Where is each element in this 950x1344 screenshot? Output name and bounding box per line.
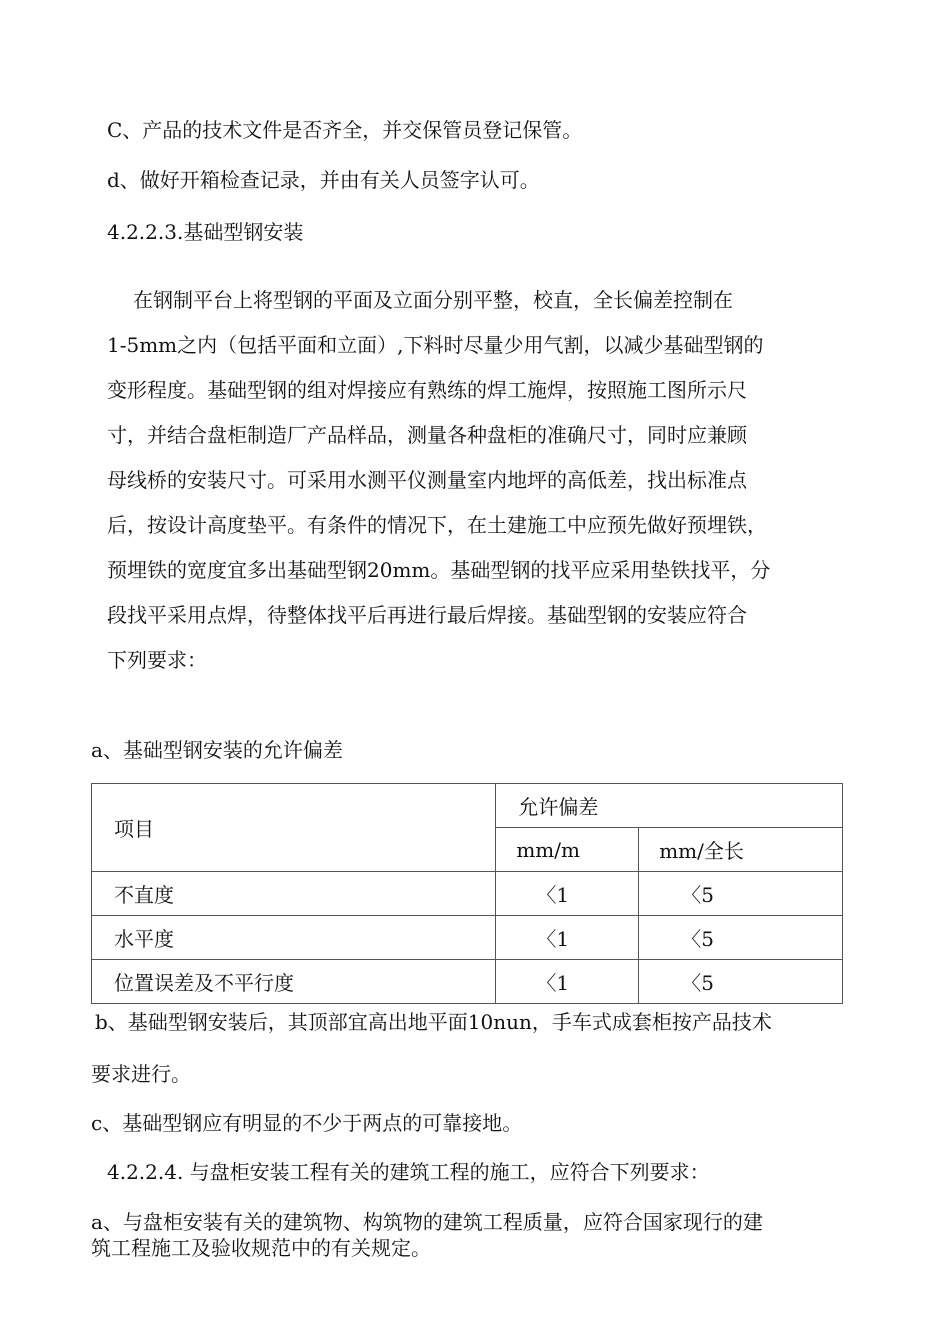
item-b-line-2: 要求进行。 [91, 1062, 191, 1086]
row-mm-m-cell [496, 960, 639, 1004]
row-item-cell [92, 872, 496, 916]
subheader-mm-total-label: mm/全长 [659, 839, 744, 863]
row-item-label: 水平度 [114, 927, 174, 951]
paragraph-base-steel-installation [107, 278, 847, 683]
table-header-row [92, 784, 843, 828]
row-item-cell [92, 916, 496, 960]
item-c-line: C、产品的技术文件是否齐全，并交保管员登记保管。 [107, 118, 583, 142]
row-mm-total-cell [639, 960, 843, 1004]
paragraph-line: 下列要求： [107, 648, 207, 672]
item-a-line-2: 筑工程施工及验收规范中的有关规定。 [91, 1236, 431, 1260]
table-row [92, 916, 843, 960]
header-tolerance-cell [496, 784, 843, 828]
subheader-mm-m-cell [496, 828, 639, 872]
section-heading-4223: 4.2.2.3.基础型钢安装 [107, 220, 304, 244]
row-mm-total-value: 〈5 [681, 883, 714, 907]
row-mm-total-value: 〈5 [681, 927, 714, 951]
header-item-label: 项目 [114, 817, 154, 841]
subheader-mm-total-cell [639, 828, 843, 872]
paragraph-line: 母线桥的安装尺寸。可采用水测平仪测量室内地坪的高低差，找出标准点 [107, 468, 747, 492]
row-item-label: 不直度 [114, 883, 174, 907]
section-heading-4224: 4.2.2.4. 与盘柜安装工程有关的建筑工程的施工，应符合下列要求： [107, 1160, 710, 1184]
item-d-line: d、做好开箱检查记录，并由有关人员签字认可。 [107, 168, 540, 192]
table-row [92, 960, 843, 1004]
row-item-cell [92, 960, 496, 1004]
paragraph-line: 后，按设计高度垫平。有条件的情况下，在土建施工中应预先做好预埋铁， [107, 513, 767, 537]
tolerance-table [91, 783, 843, 1004]
item-b-line-1: b、基础型钢安装后，其顶部宜高出地平面10nun，手车式成套柜按产品技术 [95, 1010, 772, 1034]
table-caption: a、基础型钢安装的允许偏差 [91, 738, 343, 762]
row-mm-total-cell [639, 916, 843, 960]
row-mm-m-value: 〈1 [536, 927, 570, 951]
item-c-grounding-line: c、基础型钢应有明显的不少于两点的可靠接地。 [91, 1111, 523, 1135]
paragraph-line: 段找平采用点焊，待整体找平后再进行最后焊接。基础型钢的安装应符合 [107, 603, 747, 627]
table-row [92, 872, 843, 916]
paragraph-line: 变形程度。基础型钢的组对焊接应有熟练的焊工施焊，按照施工图所示尺 [107, 378, 747, 402]
row-mm-m-cell [496, 916, 639, 960]
item-a-line-1: a、与盘柜安装有关的建筑物、构筑物的建筑工程质量，应符合国家现行的建 [91, 1210, 763, 1234]
paragraph-line: 预埋铁的宽度宜多出基础型钢20mm。基础型钢的找平应采用垫铁找平，分 [107, 558, 771, 582]
subheader-mm-m-label: mm/m [516, 837, 580, 862]
paragraph-line: 1-5mm之内（包括平面和立面）,下料时尽量少用气割，以减少基础型钢的 [107, 333, 764, 357]
row-mm-m-cell [496, 872, 639, 916]
paragraph-line: 在钢制平台上将型钢的平面及立面分别平整，校直，全长偏差控制在 [133, 288, 733, 312]
row-item-label: 位置误差及不平行度 [114, 971, 294, 995]
row-mm-total-cell [639, 872, 843, 916]
header-tolerance-label: 允许偏差 [518, 795, 599, 819]
row-mm-total-value: 〈5 [681, 971, 714, 995]
header-item-cell [92, 784, 496, 872]
row-mm-m-value: 〈1 [536, 883, 570, 907]
row-mm-m-value: 〈1 [536, 971, 570, 995]
paragraph-line: 寸，并结合盘柜制造厂产品样品，测量各种盘柜的准确尺寸，同时应兼顾 [107, 423, 747, 447]
